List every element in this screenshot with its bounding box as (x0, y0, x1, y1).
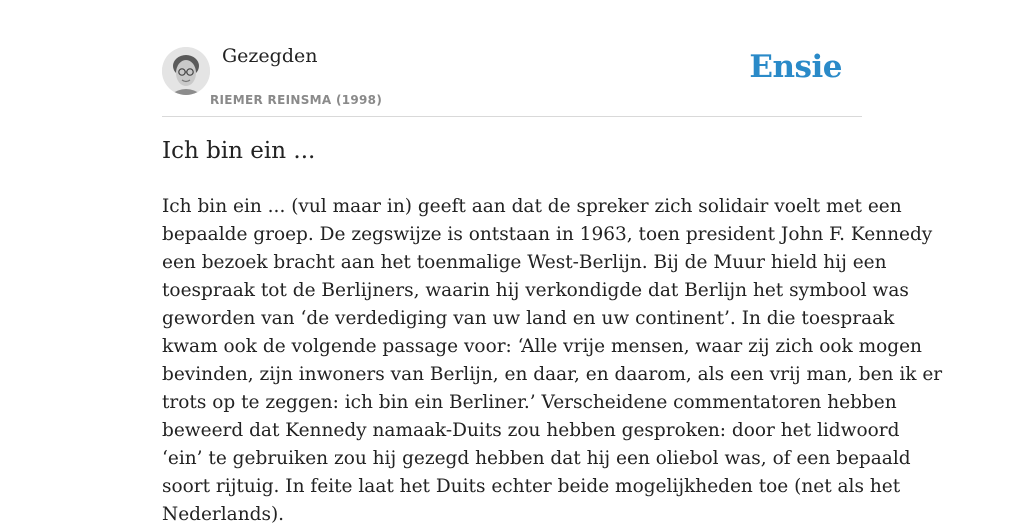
entry-body (162, 193, 943, 529)
body-line: bepaalde groep. De zegswijze is ontstaan in 1963, toen president John F. Kennedy (162, 224, 933, 245)
body-line: trots op te zeggen: ich bin ein Berliner.’ Verscheidene commentatoren hebben (162, 392, 897, 413)
author-byline[interactable]: RIEMER REINSMA (1998) (210, 93, 383, 107)
ensie-logo-link[interactable]: Ensie (749, 49, 842, 85)
author-portrait-icon[interactable] (162, 47, 210, 95)
body-line: toespraak tot de Berlijners, waarin hij verkondigde dat Berlijn het symbool was (162, 280, 909, 301)
body-line: ‘ein’ te gebruiken zou hij gezegd hebben dat hij een oliebol was, of een bepaald (162, 448, 911, 469)
book-title[interactable]: Gezegden (222, 45, 318, 67)
body-line: geworden van ‘de verdediging van uw land en uw continent’. In die toespraak (162, 308, 895, 329)
body-line: kwam ook de volgende passage voor: ‘Alle vrije mensen, waar zij zich ook mogen (162, 336, 922, 357)
body-line: soort rijtuig. In feite laat het Duits echter beide mogelijkheden toe (net als het (162, 476, 901, 497)
entry-header (162, 0, 862, 117)
entry-card (162, 0, 943, 525)
body-line: Ich bin ein ... (vul maar in) geeft aan dat de spreker zich solidair voelt met een (162, 196, 902, 217)
body-line: Nederlands). (162, 504, 285, 525)
body-line: bevinden, zijn inwoners van Berlijn, en daar, en daarom, als een vrij man, ben ik er (162, 364, 943, 385)
author-portrait-icon-graphic (162, 47, 210, 95)
body-line: beweerd dat Kennedy namaak-Duits zou hebben gesproken: door het lidwoord (162, 420, 900, 441)
entry-title: Ich bin ein ... (162, 138, 316, 164)
body-line: een bezoek bracht aan het toenmalige West-Berlijn. Bij de Muur hield hij een (162, 252, 887, 273)
